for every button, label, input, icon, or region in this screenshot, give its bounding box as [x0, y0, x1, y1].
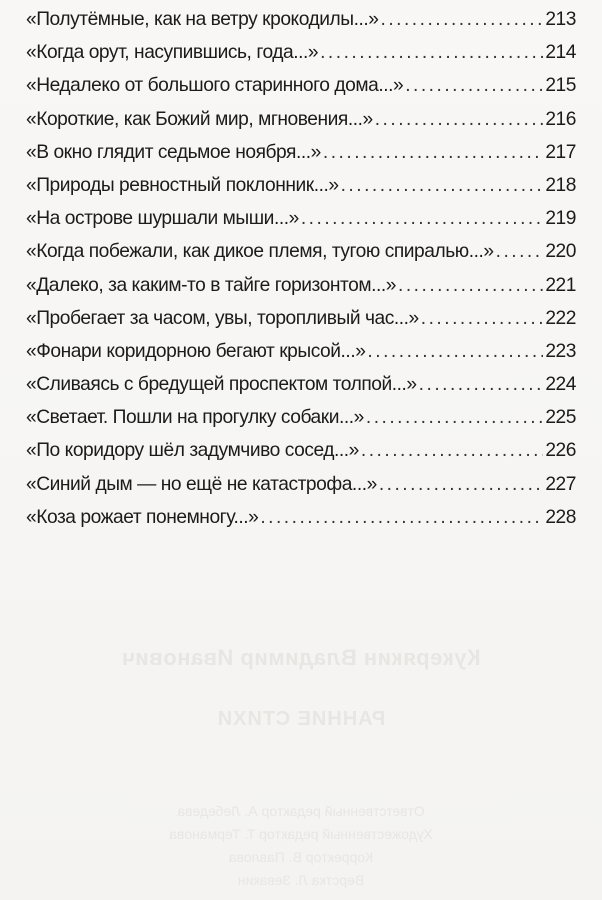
- toc-dot-leader: [375, 109, 544, 131]
- toc-entry: [26, 75, 576, 108]
- toc-dot-leader: [379, 474, 544, 496]
- toc-entry-title: «Коза рожает понемногу...»: [26, 506, 259, 528]
- toc-entry-page-number: 223: [545, 340, 576, 362]
- toc-entry: [26, 109, 576, 142]
- toc-dot-leader: [380, 9, 543, 31]
- bleed-through-credit-line: Верстка Л. Зевакин: [237, 872, 365, 888]
- toc-entry-page-number: 219: [545, 208, 576, 230]
- toc-entry-title: «Недалеко от большого старинного дома...»: [26, 75, 404, 97]
- toc-dot-leader: [496, 241, 544, 263]
- toc-dot-leader: [405, 75, 543, 97]
- toc-entry-page-number: 220: [545, 241, 576, 263]
- toc-entry: [26, 208, 576, 241]
- toc-dot-leader: [320, 42, 543, 64]
- bleed-through-credit-line: Ответственный редактор А. Лебедева: [177, 803, 425, 819]
- toc-entry-title: «Пробегает за часом, увы, торопливый час...»: [26, 307, 419, 329]
- bleed-through-book-title: РАННИЕ СТИХИ: [216, 708, 386, 730]
- toc-entry-page-number: 221: [545, 274, 576, 296]
- toc-entry: [26, 241, 576, 274]
- toc-entry-page-number: 217: [545, 141, 576, 163]
- toc-entry-title: «Короткие, как Божий мир, мгновения...»: [26, 108, 373, 130]
- toc-dot-leader: [421, 308, 544, 330]
- toc-entry-title: «Природы ревностный поклонник...»: [26, 174, 339, 196]
- toc-entry-title: «Светает. Пошли на прогулку собаки...»: [26, 407, 364, 429]
- toc-dot-leader: [361, 440, 543, 462]
- toc-entry: [26, 507, 576, 540]
- toc-entry: [26, 474, 576, 507]
- toc-entry-title: «По коридору шёл задумчиво сосед...»: [26, 440, 359, 462]
- toc-entry-title: «Синий дым — но ещё не катастрофа...»: [26, 473, 377, 495]
- toc-entry-page-number: 222: [545, 307, 576, 329]
- toc-entry-title: «На острове шуршали мыши...»: [26, 208, 299, 230]
- toc-dot-leader: [341, 175, 544, 197]
- toc-entry-page-number: 216: [545, 108, 576, 130]
- toc-dot-leader: [398, 275, 543, 297]
- toc-dot-leader: [301, 208, 544, 230]
- toc-entry-title: «В окно глядит седьмое ноября...»: [26, 141, 321, 163]
- bleed-through-author: Кукерякин Владимир Иванович: [121, 645, 481, 670]
- toc-entry-title: «Далеко, за каким-то в тайге горизонтом...»: [26, 274, 397, 296]
- toc-entry: [26, 440, 576, 473]
- toc-dot-leader: [260, 507, 543, 529]
- toc-entry: [26, 308, 576, 341]
- toc-dot-leader: [367, 341, 543, 363]
- toc-entry: [26, 407, 576, 440]
- toc-entry-title: «Фонари коридорною бегают крысой...»: [26, 340, 366, 362]
- toc-entry: [26, 275, 576, 308]
- bleed-through-credit-line: Художественный редактор Т. Терманова: [169, 826, 433, 842]
- toc-entry-page-number: 226: [545, 440, 576, 462]
- toc-entry-page-number: 228: [545, 506, 576, 528]
- toc-entry-page-number: 213: [545, 9, 576, 30]
- toc-entry-title: «Сливаясь с бредущей проспектом толпой...»: [26, 374, 417, 396]
- toc-dot-leader: [366, 407, 543, 429]
- toc-entry-title: «Полутёмные, как на ветру крокодилы...»: [26, 9, 379, 30]
- toc-entry-page-number: 227: [545, 473, 576, 495]
- toc-entry-title: «Когда орут, насупившись, года...»: [26, 42, 319, 64]
- table-of-contents: [26, 9, 576, 540]
- toc-entry: [26, 341, 576, 374]
- toc-entry-page-number: 215: [545, 75, 576, 97]
- toc-entry: [26, 42, 576, 75]
- bleed-through-credit-line: Корректор В. Павлова: [228, 849, 374, 865]
- toc-entry: [26, 175, 576, 208]
- bleed-through-credits: [0, 800, 602, 892]
- toc-entry: [26, 374, 576, 407]
- toc-entry: [26, 9, 576, 42]
- toc-entry-page-number: 218: [545, 174, 576, 196]
- toc-entry-page-number: 224: [545, 374, 576, 396]
- toc-dot-leader: [419, 374, 544, 396]
- toc-entry-page-number: 225: [545, 407, 576, 429]
- toc-entry-page-number: 214: [545, 42, 576, 64]
- toc-entry-title: «Когда побежали, как дикое племя, тугою спиралью...»: [26, 241, 494, 263]
- toc-entry: [26, 142, 576, 175]
- toc-dot-leader: [323, 142, 543, 164]
